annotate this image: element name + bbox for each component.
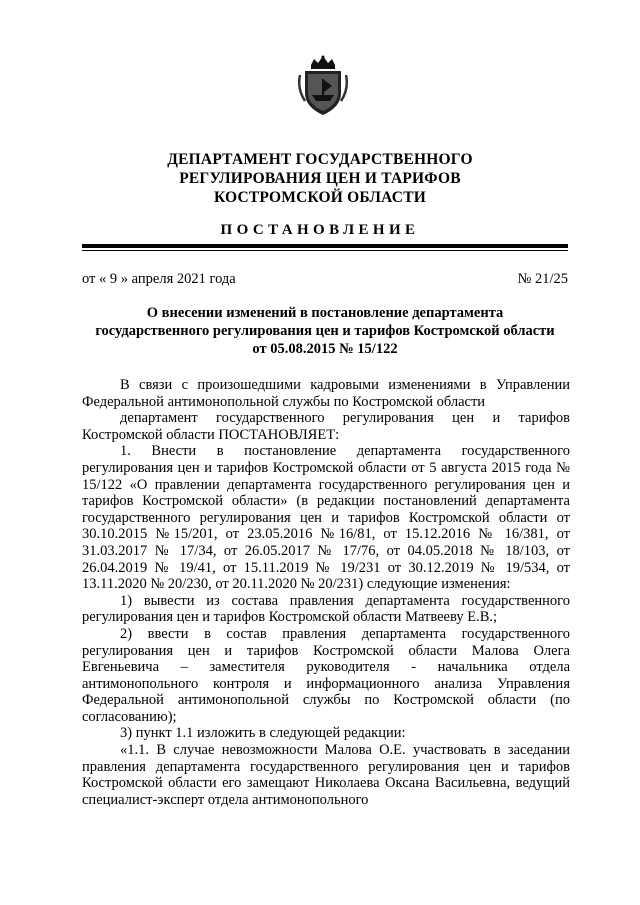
kostroma-coat-of-arms-icon: [297, 55, 349, 117]
header-divider-thin: [82, 250, 568, 251]
document-type: ПОСТАНОВЛЕНИЕ: [220, 222, 420, 238]
document-body: [82, 377, 570, 808]
paragraph-subitem-3: 3) пункт 1.1 изложить в следующей редакции:: [120, 725, 406, 742]
organization-line-3: КОСТРОМСКОЙ ОБЛАСТИ: [213, 189, 426, 206]
document-number: № 21/25: [517, 271, 568, 287]
paragraph-quoted-1-1: «1.1. В случае невозможности Малова О.Е. участвовать в заседании правления департамента государственного регулирования цен и тарифов Костромской области его замещают Николаева Оксана Васильевна, ведущий специалист-эксперт отдела антимонопольного: [82, 742, 570, 808]
organization-line-2: РЕГУЛИРОВАНИЯ ЦЕН И ТАРИФОВ: [179, 170, 461, 187]
paragraph-resolves: департамент государственного регулирования цен и тарифов Костромской области ПОСТАНОВЛЯЕТ:: [82, 410, 570, 443]
title-line-1: О внесении изменений в постановление департамента: [146, 305, 504, 321]
document-title: [60, 304, 590, 358]
header-divider-thick: [82, 244, 568, 248]
title-line-3: от 05.08.2015 № 15/122: [252, 341, 398, 357]
paragraph-subitem-1: 1) вывести из состава правления департамента государственного регулирования цен и тарифов Костромской области Матвееву Е.В.;: [82, 592, 570, 626]
paragraph-subitem-2: 2) ввести в состав правления департамента государственного регулирования цен и тарифов Костромской области Малова Олега Евгеньевича – заместителя руководителя - начальника отдела антимонопольного контроля и информационного анализа Управления Федеральной антимонопольной службы по Костромской области (по согласованию);: [82, 625, 570, 725]
document-date: от « 9 » апреля 2021 года: [82, 271, 236, 287]
paragraph-item-1: 1. Внести в постановление департамента государственного регулирования цен и тарифов Костромской области от 5 августа 2015 года № 15/122 «О правлении департамента государственного регулирования цен и тарифов Костромской области» (в редакции постановлений департамента государственного регулирования цен и тарифов Костромской области от 30.10.2015 №15/201, от 23.05.2016 №16/81, от 15.12.2016 № 16/381, от 31.03.2017 № 17/34, от 26.05.2017 № 17/76, от 04.05.2018 № 18/103, от 26.04.2019 № 19/41, от 15.11.2019 № 19/231 от 30.12.2019 № 19/534, от 13.11.2020 № 20/230, от 20.11.2020 № 20/231) следующие изменения:: [82, 443, 570, 593]
title-line-2: государственного регулирования цен и тарифов Костромской области: [95, 323, 555, 339]
organization-line-1: ДЕПАРТАМЕНТ ГОСУДАРСТВЕННОГО: [167, 151, 473, 168]
organization-name: [0, 150, 640, 207]
paragraph-preamble: В связи с произошедшими кадровыми изменениями в Управлении Федеральной антимонопольной службы по Костромской области: [82, 377, 570, 410]
